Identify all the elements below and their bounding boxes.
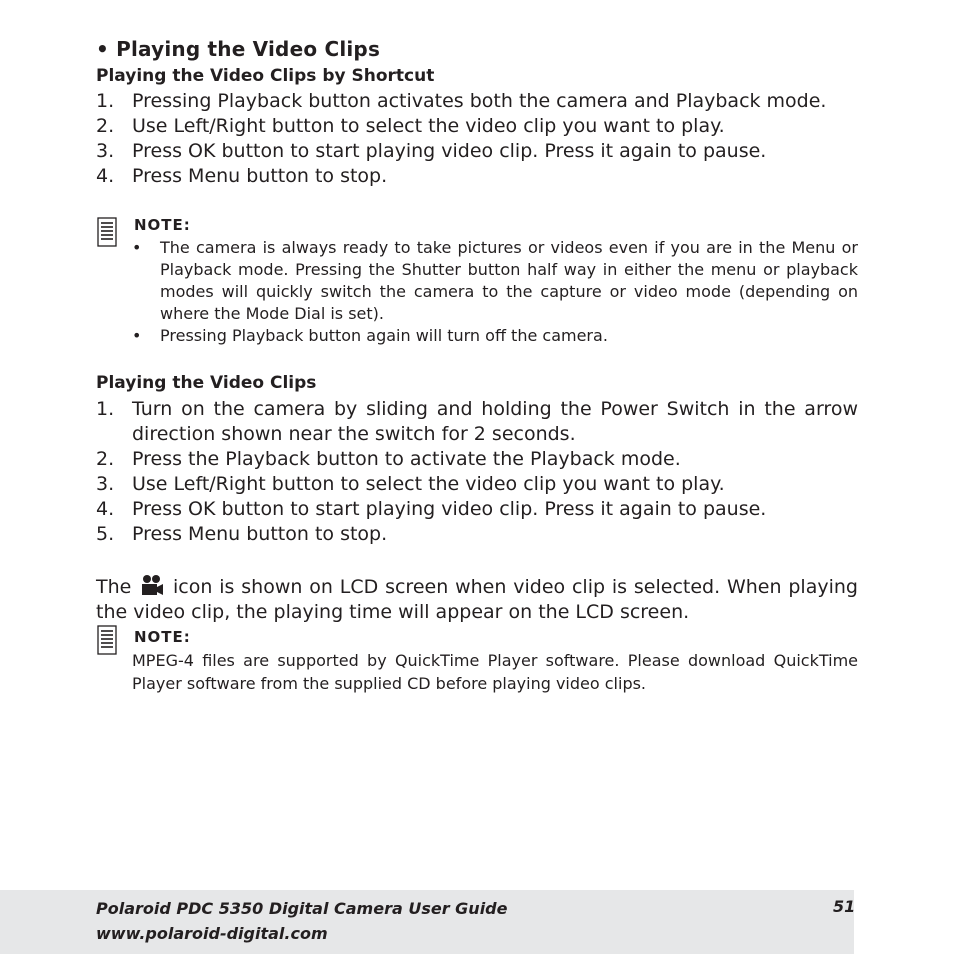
step-number: 3. xyxy=(96,140,115,162)
page-number: 51 xyxy=(833,897,856,916)
step-number: 4. xyxy=(96,165,115,187)
playing-heading: Playing the Video Clips xyxy=(96,373,317,393)
website-url: www.polaroid-digital.com xyxy=(96,924,328,943)
note-bullets xyxy=(132,237,858,347)
note-icon xyxy=(97,217,117,247)
guide-title: Polaroid PDC 5350 Digital Camera User Guide xyxy=(96,899,508,918)
step-text: Press OK button to start playing video clip. Press it again to pause. xyxy=(132,140,767,162)
step-text: Press the Playback button to activate the Playback mode. xyxy=(132,448,681,470)
bullet-text: Pressing Playback button again will turn off the camera. xyxy=(160,326,608,345)
note-text: MPEG-4 files are supported by QuickTime Player software. Please download QuickTime Player software from the supplied CD before playing video clips. xyxy=(132,651,858,693)
list-item xyxy=(96,164,858,189)
step-text: Press OK button to start playing video clip. Press it again to pause. xyxy=(132,498,767,520)
list-item xyxy=(96,447,858,472)
bullet-text: The camera is always ready to take pictures or videos even if you are in the Menu or Playback mode. Pressing the Shutter button half way in either the menu or playback modes will quickly switch the camera to the capture or video mode (depending on where the Mode Dial is set). xyxy=(160,238,858,323)
icon-para-before: The xyxy=(96,576,132,598)
list-item xyxy=(96,139,858,164)
step-number: 2. xyxy=(96,448,115,470)
step-text: Pressing Playback button activates both the camera and Playback mode. xyxy=(132,90,827,112)
step-number: 1. xyxy=(96,90,115,112)
list-item xyxy=(132,237,858,325)
step-text: Use Left/Right button to select the video clip you want to play. xyxy=(132,115,725,137)
bullet: • xyxy=(132,238,142,257)
list-item xyxy=(96,397,858,447)
shortcut-heading: Playing the Video Clips by Shortcut xyxy=(96,66,435,86)
step-text: Press Menu button to stop. xyxy=(132,523,388,545)
step-number: 3. xyxy=(96,473,115,495)
note-label: NOTE: xyxy=(134,628,191,646)
section-title: • Playing the Video Clips xyxy=(96,37,381,61)
step-text: Press Menu button to stop. xyxy=(132,165,388,187)
video-camera-icon xyxy=(140,574,164,596)
list-item xyxy=(96,472,858,497)
playing-steps xyxy=(96,397,858,547)
bullet: • xyxy=(132,326,142,345)
step-text: Use Left/Right button to select the video clip you want to play. xyxy=(132,473,725,495)
list-item xyxy=(96,497,858,522)
step-number: 5. xyxy=(96,523,115,545)
note-icon xyxy=(97,625,117,655)
list-item xyxy=(96,114,858,139)
shortcut-steps xyxy=(96,89,858,189)
note-label: NOTE: xyxy=(134,216,191,234)
list-item xyxy=(96,522,858,547)
step-text: Turn on the camera by sliding and holding the Power Switch in the arrow direction shown near the switch for 2 seconds. xyxy=(132,398,858,445)
icon-paragraph xyxy=(96,574,858,625)
step-number: 1. xyxy=(96,398,115,420)
list-item xyxy=(132,325,858,347)
step-number: 2. xyxy=(96,115,115,137)
list-item xyxy=(96,89,858,114)
icon-para-after: icon is shown on LCD screen when video clip is selected. When playing the video clip, the playing time will appear on the LCD screen. xyxy=(96,576,858,623)
step-number: 4. xyxy=(96,498,115,520)
